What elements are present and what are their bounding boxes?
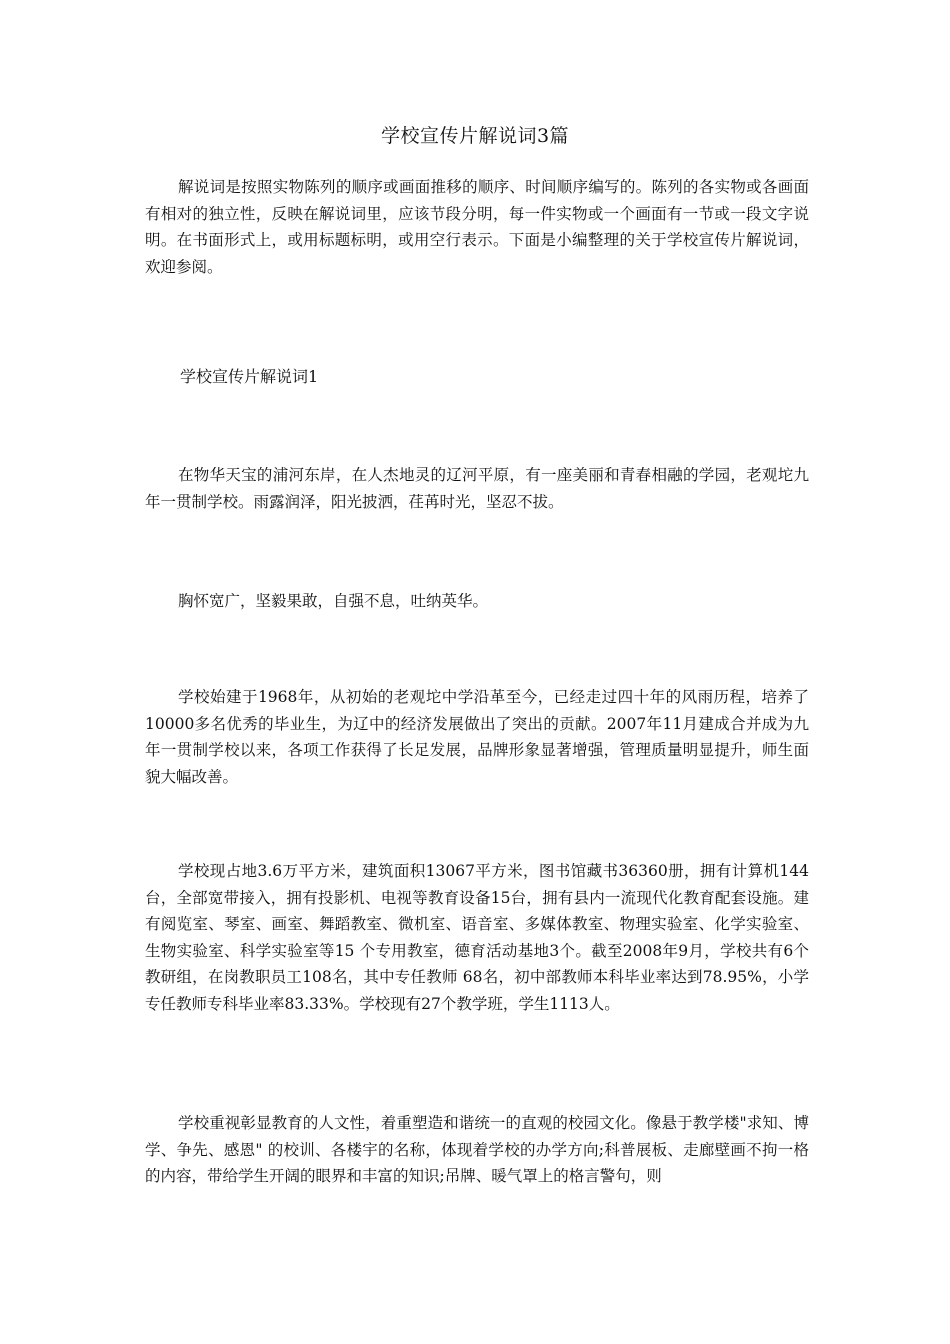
section-heading: 学校宣传片解说词1	[180, 367, 319, 386]
document-title: 学校宣传片解说词3篇	[380, 125, 570, 147]
body-paragraph: 学校始建于1968年，从初始的老观坨中学沿革至今，已经走过四十年的风雨历程，培养了10000多名优秀的毕业生，为辽中的经济发展做出了突出的贡献。2007年11月建成合并成为九年一贯制学校以来，各项工作获得了长足发展，品牌形象显著增强，管理质量明显提升，师生面貌大幅改善。	[145, 688, 809, 786]
intro-paragraph: 解说词是按照实物陈列的顺序或画面推移的顺序、时间顺序编写的。陈列的各实物或各画面有相对的独立性，反映在解说词里，应该节段分明，每一件实物或一个画面有一节或一段文字说明。在书面形式上，或用标题标明，或用空行表示。下面是小编整理的关于学校宣传片解说词，欢迎参阅。	[145, 178, 809, 276]
body-paragraph: 胸怀宽广，坚毅果敢，自强不息，吐纳英华。	[178, 592, 489, 610]
body-paragraph: 学校现占地3.6万平方米，建筑面积13067平方米，图书馆藏书36360册，拥有计算机144台，全部宽带接入，拥有投影机、电视等教育设备15台，拥有县内一流现代化教育配套设施。建有阅览室、琴室、画室、舞蹈教室、微机室、语音室、多媒体教室、物理实验室、化学实验室、生物实验室、科学实验室等15 个专用教室，德育活动基地3个。截至2008年9月，学校共有6个教研组，在岗教职员工108名，其中专任教师 68名，初中部教师本科毕业率达到78.95%，小学专任教师专科毕业率83.33%。学校现有27个教学班，学生1113人。	[145, 862, 809, 1013]
body-paragraph: 在物华天宝的浦河东岸，在人杰地灵的辽河平原，有一座美丽和青春相融的学园，老观坨九年一贯制学校。雨露润泽，阳光披洒，荏苒时光，坚忍不拔。	[145, 466, 809, 511]
body-paragraph: 学校重视彰显教育的人文性，着重塑造和谐统一的直观的校园文化。像悬于教学楼"求知、博学、争先、感恩" 的校训、各楼宇的名称，体现着学校的办学方向;科普展板、走廊壁画不拘一格的内容，带给学生开阔的眼界和丰富的知识;吊牌、暖气罩上的格言警句，则	[145, 1114, 809, 1185]
